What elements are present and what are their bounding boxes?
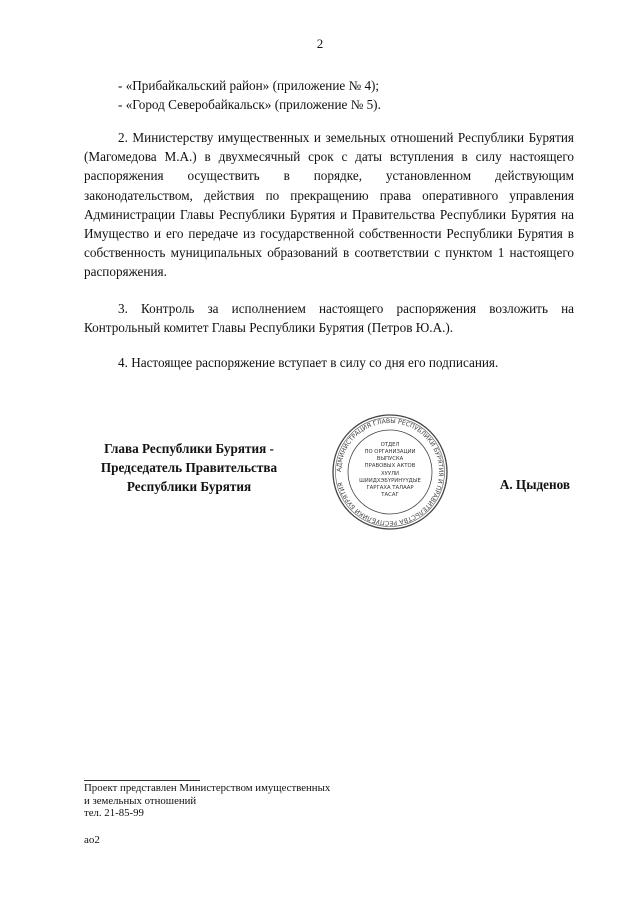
- seal-line: ВЫПУСКА: [376, 456, 404, 462]
- signatory-name: А. Цыденов: [499, 477, 570, 492]
- seal-line: ШИИДХЭБҮРИНҮҮДЫЕ: [359, 478, 421, 484]
- signatory-title-line: Республики Бурятия: [126, 479, 252, 494]
- seal-line: ПО ОРГАНИЗАЦИИ: [364, 449, 416, 455]
- footer-line: и земельных отношений: [84, 794, 197, 807]
- seal-line: ТАСАГ: [381, 492, 399, 498]
- signatory-title-line: Председатель Правительства: [100, 460, 278, 475]
- footer-divider: [84, 780, 200, 781]
- footer-line: Проект представлен Министерством имущественных: [84, 782, 331, 794]
- seal-ring-text: АДМИНИСТРАЦИЯ ГЛАВЫ РЕСПУБЛИКИ БУРЯТИЯ И ПРАВИТЕЛЬСТВА РЕСПУБЛИКИ БУРЯТИЯ: [335, 417, 445, 527]
- seal-line: ХУУЛИ: [380, 471, 400, 477]
- seal-line: ГАРГАХА ТАЛААР: [366, 485, 414, 491]
- paragraph-4: 4. Настоящее распоряжение вступает в силу со дня его подписания.: [118, 355, 499, 370]
- paragraph-3: 3. Контроль за исполнением настоящего распоряжения возложить на Контрольный комитет Главы Республики Бурятия (Петров Ю.А.).: [84, 301, 574, 336]
- footer-line: тел. 21-85-99: [84, 807, 144, 819]
- official-seal-stamp: [330, 412, 450, 532]
- list-item: - «Город Северобайкальск» (приложение № 5).: [118, 97, 381, 112]
- paragraph-2: 2. Министерству имущественных и земельных отношений Республики Бурятия (Магомедова М.А.) в двухмесячный срок с даты вступления в силу настоящего распоряжения осуществить в порядке, установленном действующим законодательством, действия по прекращению права оперативного управления Администрации Главы Республики Бурятия и Правительства Республики Бурятия на Имущество и его передаче из государственной собственности Республики Бурятия в собственность муниципальных образований в соответствии с пунктом 1 настоящего распоряжения.: [84, 130, 574, 280]
- signatory-title: [84, 439, 294, 496]
- district-list: [118, 76, 381, 114]
- seal-line: ОТДЕЛ: [380, 442, 400, 448]
- page-number: 2: [316, 36, 324, 51]
- seal-line: ПРАВОВЫХ АКТОВ: [364, 463, 416, 469]
- footer-note: [84, 782, 330, 820]
- list-item: - «Прибайкальский район» (приложение № 4);: [118, 78, 380, 93]
- document-code: ао2: [84, 834, 100, 846]
- signatory-title-line: Глава Республики Бурятия -: [104, 441, 274, 456]
